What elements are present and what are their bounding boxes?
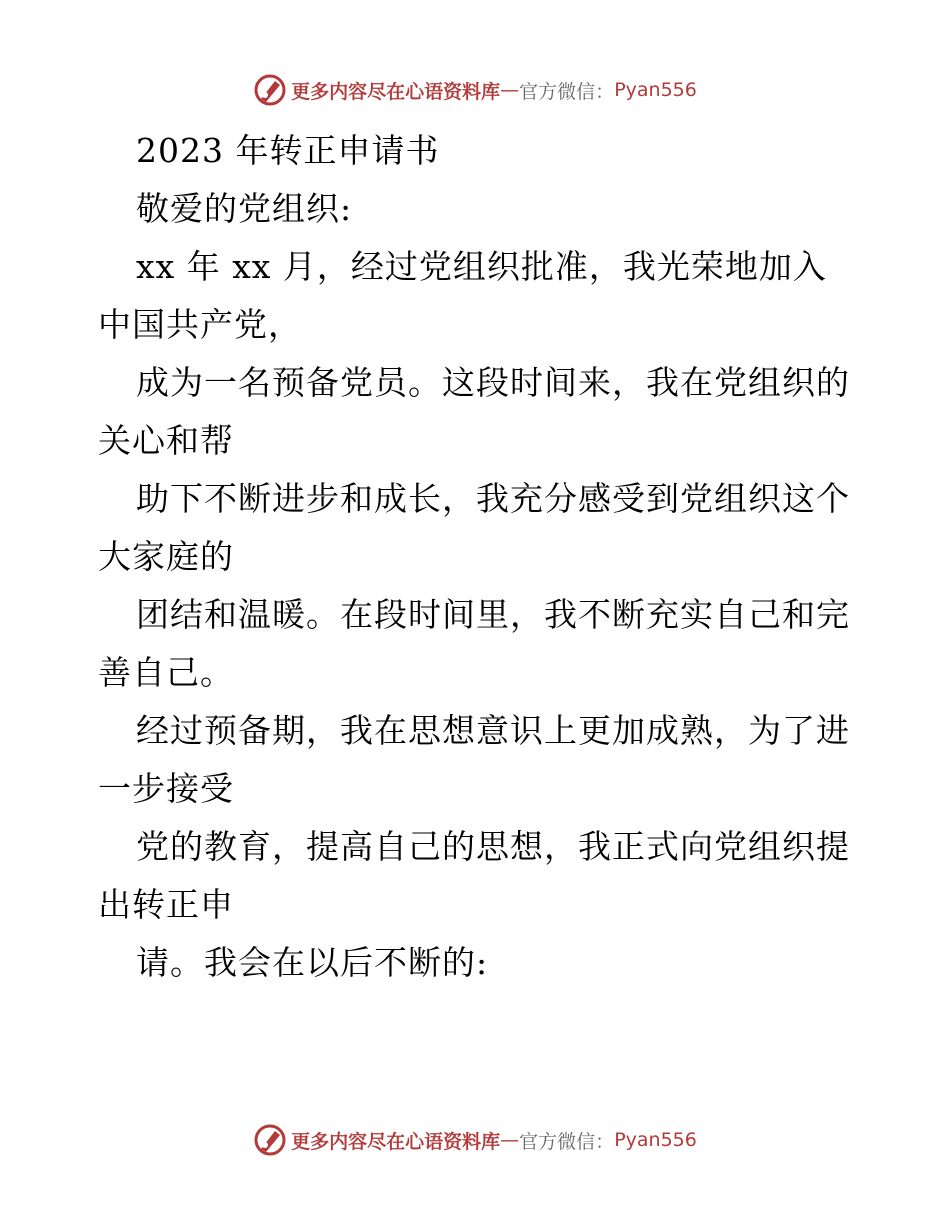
document-line: 助下不断进步和成长，我充分感受到党组织这个 bbox=[136, 479, 850, 518]
document-line: xx 年 xx 月，经过党组织批准，我光荣地加入 bbox=[136, 247, 827, 286]
footer-banner bbox=[0, 1120, 950, 1160]
document-line: 中国共产党， bbox=[98, 305, 302, 344]
document-line: 经过预备期，我在思想意识上更加成熟，为了进 bbox=[136, 711, 850, 750]
document-line: 关心和帮 bbox=[98, 421, 234, 460]
document-line: 2023 年转正申请书 bbox=[136, 131, 440, 170]
banner-brand: 更多内容尽在心语资料库 bbox=[291, 1130, 501, 1153]
banner-wechat-label: 官方微信： bbox=[519, 1130, 615, 1153]
banner-brand: 更多内容尽在心语资料库 bbox=[291, 80, 501, 103]
banner-wechat-id: Pyan556 bbox=[614, 1129, 697, 1151]
document-line: 党的教育，提高自己的思想，我正式向党组织提 bbox=[136, 827, 850, 866]
document-line: 一步接受 bbox=[98, 769, 234, 808]
document-line: 善自己。 bbox=[98, 653, 234, 692]
banner-wechat-id: Pyan556 bbox=[614, 79, 697, 101]
document-line: 成为一名预备党员。这段时间来，我在党组织的 bbox=[136, 363, 850, 402]
document-line: 团结和温暖。在段时间里，我不断充实自己和完 bbox=[136, 595, 850, 634]
document-line: 大家庭的 bbox=[98, 537, 234, 576]
document-body bbox=[98, 122, 858, 992]
banner-wechat-label: 官方微信： bbox=[519, 80, 615, 103]
banner-separator: — bbox=[500, 79, 520, 101]
document-line: 请。我会在以后不断的: bbox=[136, 943, 489, 982]
document-line: 敬爱的党组织: bbox=[136, 189, 353, 228]
document-line: 出转正申 bbox=[98, 885, 234, 924]
pen-logo-icon bbox=[253, 73, 287, 107]
pen-logo-icon bbox=[253, 1123, 287, 1157]
header-banner bbox=[0, 70, 950, 110]
banner-separator: — bbox=[500, 1129, 520, 1151]
